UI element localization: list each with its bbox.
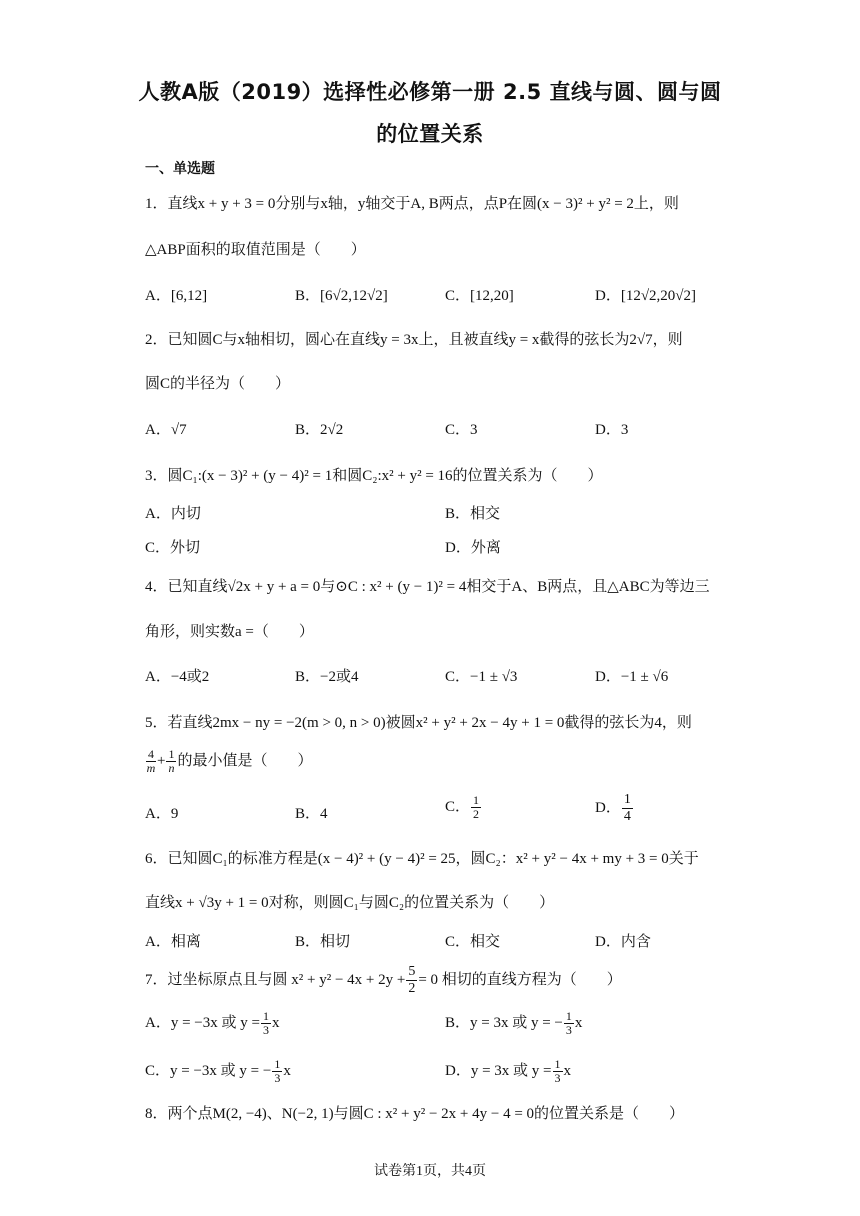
q7-option-d-head: D．y = 3x 或 y = (445, 1062, 552, 1079)
q4-stem-line1: 4．已知直线√2x + y + a = 0与⊙C : x² + (y − 1)² = 4相交于A、B两点，且△ABC为等边三 (145, 579, 710, 595)
q5-frac2-num: 1 (168, 747, 175, 761)
q3-option-a: A．内切 (145, 506, 201, 522)
page-title-line1: 人教A版（2019）选择性必修第一册 2.5 直线与圆、圆与圆 (138, 80, 722, 104)
q4-stem-line2: 角形，则实数a =（ ） (145, 624, 314, 640)
q5-stem-line2 (145, 748, 312, 775)
q7-option-d-den: 3 (554, 1071, 561, 1085)
q5-option-d-num: 1 (623, 792, 631, 807)
q5-frac1-num: 4 (148, 747, 154, 761)
q7-frac-den: 2 (408, 981, 416, 996)
q7-option-c-fraction (272, 1058, 282, 1085)
q2-option-d: D．3 (595, 422, 629, 438)
q2-stem-line1: 2．已知圆C与x轴相切，圆心在直线y = 3x上，且被直线y = x截得的弦长为2√7，则 (145, 332, 683, 348)
q5-fraction-4-over-m (146, 748, 156, 775)
q8-stem: 8．两个点M(2, −4)、N(−2, 1)与圆C : x² + y² − 2x + 4y − 4 = 0的位置关系是（ ） (145, 1106, 685, 1122)
q4-option-d: D．−1 ± √6 (595, 669, 669, 685)
q5-option-c (445, 794, 482, 821)
q7-stem-tail: = 0 相切的直线方程为（ ） (418, 971, 622, 988)
q6-stem-line2: 直线x + √3y + 1 = 0对称，则圆C₁与圆C₂的位置关系为（ ） (145, 895, 555, 911)
q2-option-c: C．3 (445, 422, 478, 438)
q7-option-d-tail: x (563, 1062, 572, 1079)
q5-option-c-den: 2 (473, 807, 480, 821)
q7-option-a (145, 1010, 279, 1037)
page-title-line2: 的位置关系 (376, 122, 484, 146)
q5-option-d-den: 4 (623, 809, 631, 824)
q3-option-d: D．外离 (445, 540, 501, 556)
q5-option-d (595, 792, 634, 825)
q7-option-b-den: 3 (565, 1023, 572, 1037)
q5-frac1-den: m (146, 761, 156, 775)
q6-stem-line1: 6．已知圆C₁的标准方程是(x − 4)² + (y − 4)² = 25，圆C₂：x² + y² − 4x + my + 3 = 0关于 (145, 851, 699, 867)
q7-stem (145, 964, 622, 997)
q3-stem: 3．圆C₁:(x − 3)² + (y − 4)² = 1和圆C₂:x² + y² = 16的位置关系为（ ） (145, 468, 603, 484)
q4-option-a: A．−4或2 (145, 669, 210, 685)
q3-option-c: C．外切 (145, 540, 201, 556)
q7-fraction-5-over-2 (406, 964, 417, 997)
q7-option-c-den: 3 (274, 1071, 281, 1085)
q5-option-c-fraction (471, 794, 481, 821)
q1-option-c: C．[12,20] (445, 288, 514, 304)
q7-stem-head: 7．过坐标原点且与圆 x² + y² − 4x + 2y + (145, 971, 406, 988)
q7-option-b (445, 1010, 582, 1037)
q4-option-c: C．−1 ± √3 (445, 669, 518, 685)
q6-option-d: D．内含 (595, 934, 651, 950)
q7-option-c (145, 1058, 291, 1085)
page-footer: 试卷第1页，共4页 (374, 1164, 486, 1179)
q6-option-b: B．相切 (295, 934, 351, 950)
q7-option-b-head: B．y = 3x 或 y = − (445, 1014, 563, 1031)
q5-option-b: B．4 (295, 806, 328, 822)
q7-option-a-tail: x (271, 1014, 280, 1031)
q7-frac-num: 5 (408, 964, 416, 979)
q7-option-d-num: 1 (554, 1057, 561, 1071)
q7-option-c-num: 1 (274, 1057, 281, 1071)
q5-option-d-fraction (622, 792, 633, 825)
q5-stem-line1: 5．若直线2mx − ny = −2(m > 0, n > 0)被圆x² + y² + 2x − 4y + 1 = 0截得的弦长为4，则 (145, 715, 692, 731)
q5-frac2-den: n (168, 761, 175, 775)
q5-option-c-label: C． (445, 798, 471, 815)
q7-option-a-fraction (261, 1010, 271, 1037)
q6-option-a: A．相离 (145, 934, 201, 950)
q7-option-a-num: 1 (262, 1009, 269, 1023)
q1-option-b: B．[6√2,12√2] (295, 288, 388, 304)
q5-fraction-1-over-n (166, 748, 176, 775)
q1-option-d: D．[12√2,20√2] (595, 288, 697, 304)
q1-stem-line2: △ABP面积的取值范围是（ ） (145, 242, 366, 258)
q2-option-a: A．√7 (145, 422, 187, 438)
section-heading: 一、单选题 (145, 161, 215, 177)
q5-option-d-label: D． (595, 799, 621, 816)
q5-plus: + (157, 752, 166, 769)
q7-option-c-tail: x (283, 1062, 291, 1079)
q1-stem-line1: 1．直线x + y + 3 = 0分别与x轴，y轴交于A, B两点，点P在圆(x − 3)² + y² = 2上，则 (145, 196, 679, 212)
q7-option-c-head: C．y = −3x 或 y = − (145, 1062, 272, 1079)
q2-stem-line2: 圆C的半径为（ ） (145, 376, 291, 392)
q7-option-b-fraction (564, 1010, 574, 1037)
q7-option-d (445, 1058, 571, 1085)
q7-option-a-head: A．y = −3x 或 y = (145, 1014, 260, 1031)
q5-stem-tail: 的最小值是（ ） (177, 752, 313, 769)
q4-option-b: B．−2或4 (295, 669, 359, 685)
q7-option-b-tail: x (574, 1014, 583, 1031)
q7-option-d-fraction (553, 1058, 563, 1085)
q5-option-c-num: 1 (473, 793, 480, 807)
q1-option-a: A．[6,12] (145, 288, 208, 304)
q5-option-a: A．9 (145, 806, 179, 822)
q7-option-b-num: 1 (565, 1009, 572, 1023)
q7-option-a-den: 3 (262, 1023, 269, 1037)
q3-option-b: B．相交 (445, 506, 501, 522)
q6-option-c: C．相交 (445, 934, 501, 950)
q2-option-b: B．2√2 (295, 422, 344, 438)
